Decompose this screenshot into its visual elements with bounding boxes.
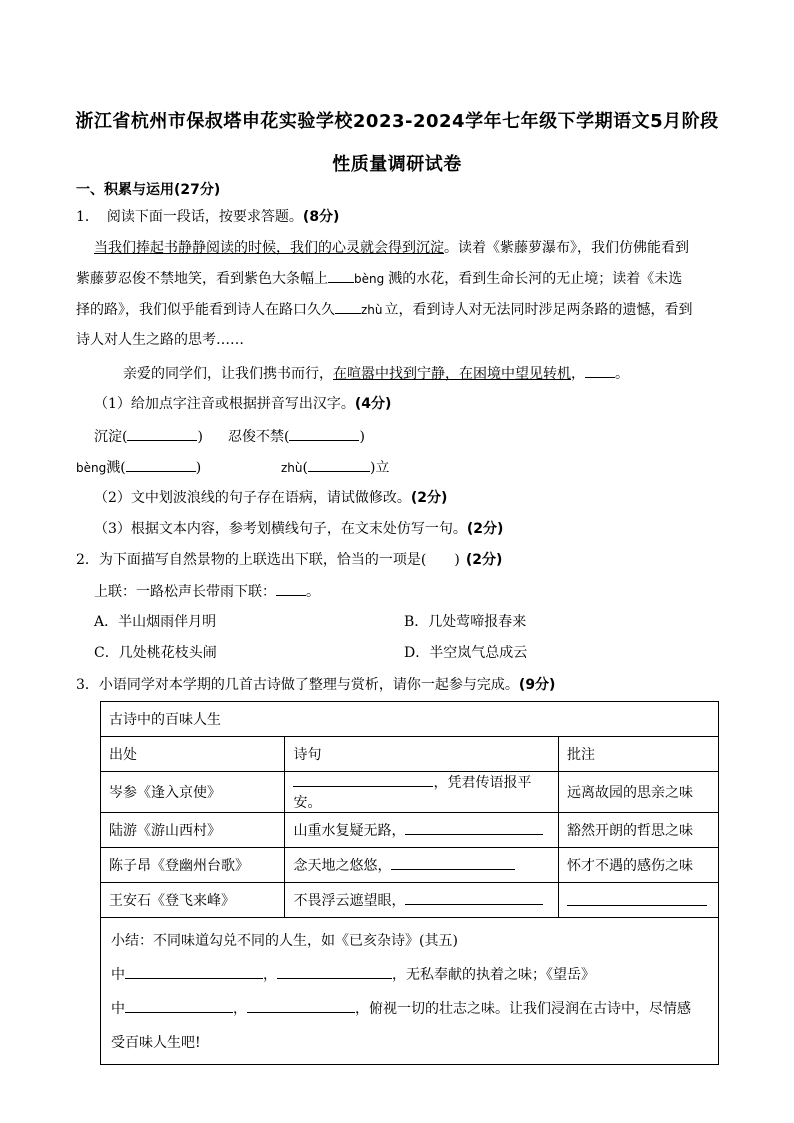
poem-note: 豁然开朗的哲思之味 — [559, 813, 719, 848]
answer-blank[interactable] — [126, 457, 196, 472]
poem-note: 远离故园的思亲之味 — [559, 772, 719, 813]
poem-source: 王安石《登飞来峰》 — [101, 883, 285, 918]
summary-text: ，俯视一切的壮志之味。让我们浸润在古诗中，尽情感 — [355, 1001, 691, 1017]
question-text: 为下面描写自然景物的上联选出下联，恰当的一项是( ) — [98, 552, 460, 568]
summary-row — [101, 918, 719, 1065]
answer-blank[interactable] — [308, 457, 370, 472]
poem-verse — [285, 772, 559, 813]
passage-text: 择的路》，我们似乎能看到诗人在路口久久 — [76, 302, 335, 318]
summary-line-4: 受百味人生吧! — [111, 1035, 201, 1051]
answer-blank[interactable] — [125, 998, 233, 1013]
subquestion-3 — [94, 519, 503, 539]
pinyin-item-b — [228, 426, 365, 447]
poem-note — [559, 883, 719, 918]
answer-blank[interactable] — [328, 268, 354, 283]
passage-text: 亲爱的同学们，让我们携书而行， — [123, 366, 333, 382]
item-label: 溅( — [106, 460, 126, 476]
answer-blank[interactable] — [277, 964, 392, 979]
subquestion-score: (2分) — [466, 521, 504, 537]
summary-text: ， — [233, 1001, 247, 1017]
poem-verse — [285, 813, 559, 848]
subquestion-2 — [94, 488, 447, 508]
option-d[interactable]: D．半空岚气总成云 — [404, 645, 528, 661]
subquestion-score: (4分) — [354, 396, 392, 412]
subquestion-score: (2分) — [410, 490, 448, 506]
passage-line-3 — [76, 299, 693, 320]
couplet-text: 。 — [306, 584, 320, 600]
poem-verse — [285, 883, 559, 918]
question-score: (2分) — [465, 552, 503, 568]
wavy-underlined-sentence: 当我们捧起书静静阅读的时候，我们的心灵就会得到沉淀 — [94, 240, 444, 256]
item-paren: ) — [359, 429, 365, 445]
summary-line-3 — [111, 992, 708, 1026]
answer-blank[interactable] — [391, 855, 515, 870]
poem-source: 陆游《游山西村》 — [101, 813, 285, 848]
summary-line-2 — [111, 958, 708, 992]
summary-text: 中 — [111, 967, 125, 983]
answer-blank[interactable] — [585, 363, 615, 378]
summary-text: ， — [263, 967, 277, 983]
answer-blank[interactable] — [127, 426, 197, 441]
question-score: (9分) — [518, 677, 556, 693]
passage-text: 溅的水花，看到生命长河的无止境；读着《未选 — [388, 271, 683, 287]
straight-underlined-sentence: 在喧嚣中找到宁静，在困境中望见转机 — [333, 366, 571, 382]
summary-line-1: 小结：不同味道勾兑不同的人生，如《已亥杂诗》(其五) — [111, 933, 458, 949]
answer-blank[interactable] — [247, 998, 355, 1013]
pinyin-item-d — [281, 457, 389, 478]
pinyin-item-a — [94, 426, 203, 447]
verse-text: 念天地之悠悠， — [293, 858, 392, 874]
subquestion-text: （1）给加点字注音或根据拼音写出汉字。 — [94, 396, 355, 412]
option-a[interactable]: A．半山烟雨伴月明 — [94, 614, 217, 630]
table-title: 古诗中的百味人生 — [101, 702, 719, 737]
item-paren: ) — [195, 460, 202, 476]
pinyin-label: bèng — [76, 461, 107, 475]
table-row — [101, 883, 719, 918]
passage-text: 立，看到诗人对无法同时涉足两条路的遗憾，看到 — [384, 302, 693, 318]
summary-cell — [101, 918, 719, 1065]
passage-line-5 — [123, 363, 629, 384]
column-header: 诗句 — [285, 737, 559, 772]
question-number: 3． — [76, 677, 99, 693]
question-2-stem — [76, 550, 502, 570]
item-label: 忍俊不禁( — [228, 429, 290, 445]
question-text: 阅读下面一段话，按要求答题。 — [106, 209, 303, 225]
poem-source: 陈子昂《登幽州台歌》 — [101, 848, 285, 883]
poem-source: 岑参《逢入京使》 — [101, 772, 285, 813]
answer-blank[interactable] — [405, 820, 543, 835]
answer-blank[interactable] — [405, 890, 543, 905]
answer-blank[interactable] — [125, 964, 263, 979]
summary-text: 中 — [111, 1001, 125, 1017]
answer-blank[interactable] — [335, 299, 361, 314]
option-b[interactable]: B．几处莺啼报春来 — [404, 614, 527, 630]
question-number: 1． — [76, 209, 99, 225]
section-heading: 一、积累与运用(27分) — [76, 182, 221, 198]
question-score: (8分) — [302, 209, 340, 225]
exam-title-line1: 浙江省杭州市保叔塔申花实验学校2023-2024学年七年级下学期语文5月阶段 — [75, 111, 719, 132]
passage-text: ， — [571, 366, 585, 382]
couplet-text: 上联：一路松声长带雨下联： — [94, 584, 276, 600]
poem-note: 怀才不遇的感伤之味 — [559, 848, 719, 883]
passage-text: 。读着《紫藤萝瀑布》，我们仿佛能看到 — [444, 240, 689, 256]
pinyin-label: zhù — [281, 461, 303, 475]
option-c[interactable]: C．几处桃花枝头闹 — [94, 645, 217, 661]
answer-blank[interactable] — [293, 772, 433, 787]
subquestion-1 — [94, 394, 391, 414]
column-header: 出处 — [101, 737, 285, 772]
table-row — [101, 813, 719, 848]
verse-text: 山重水复疑无路， — [293, 823, 406, 839]
summary-text: ，无私奉献的执着之味；《望岳》 — [392, 967, 595, 983]
passage-line-1 — [94, 238, 689, 258]
subquestion-text: （3）根据文本内容，参考划横线句子，在文末处仿写一句。 — [94, 521, 467, 537]
table-header-row — [101, 737, 719, 772]
answer-blank[interactable] — [289, 426, 359, 441]
question-3-stem — [76, 675, 555, 695]
passage-text: 。 — [615, 366, 629, 382]
answer-blank[interactable] — [567, 891, 707, 906]
passage-line-4: 诗人对人生之路的思考…… — [76, 332, 244, 348]
passage-line-2 — [76, 268, 682, 289]
table-row — [101, 848, 719, 883]
item-paren: )立 — [369, 460, 390, 476]
table-row — [101, 772, 719, 813]
pinyin-item-c — [76, 457, 201, 478]
verse-text: 不畏浮云遮望眼， — [293, 893, 406, 909]
question-text: 小语同学对本学期的几首古诗做了整理与赏析，请你一起参与完成。 — [98, 677, 519, 693]
column-header: 批注 — [559, 737, 719, 772]
exam-title-line2: 性质量调研试卷 — [332, 154, 462, 175]
table-title-row — [101, 702, 719, 737]
pinyin-bound: bèng — [354, 272, 385, 286]
item-label: 沉淀( — [94, 429, 128, 445]
answer-blank[interactable] — [276, 581, 306, 596]
question-1-stem — [76, 207, 339, 227]
poem-verse — [285, 848, 559, 883]
item-paren: ) — [197, 429, 203, 445]
poem-table — [100, 701, 719, 1065]
verse-text: ，凭君传语报平安。 — [293, 775, 532, 811]
subquestion-text: （2）文中划波浪线的句子存在语病，请试做修改。 — [94, 490, 411, 506]
couplet-upper — [94, 581, 320, 602]
question-number: 2． — [76, 552, 99, 568]
item-label: ( — [302, 460, 308, 476]
passage-text: 紫藤萝忍俊不禁地笑，看到紫色大条幅上 — [76, 271, 328, 287]
pinyin-bound: zhù — [361, 303, 383, 317]
